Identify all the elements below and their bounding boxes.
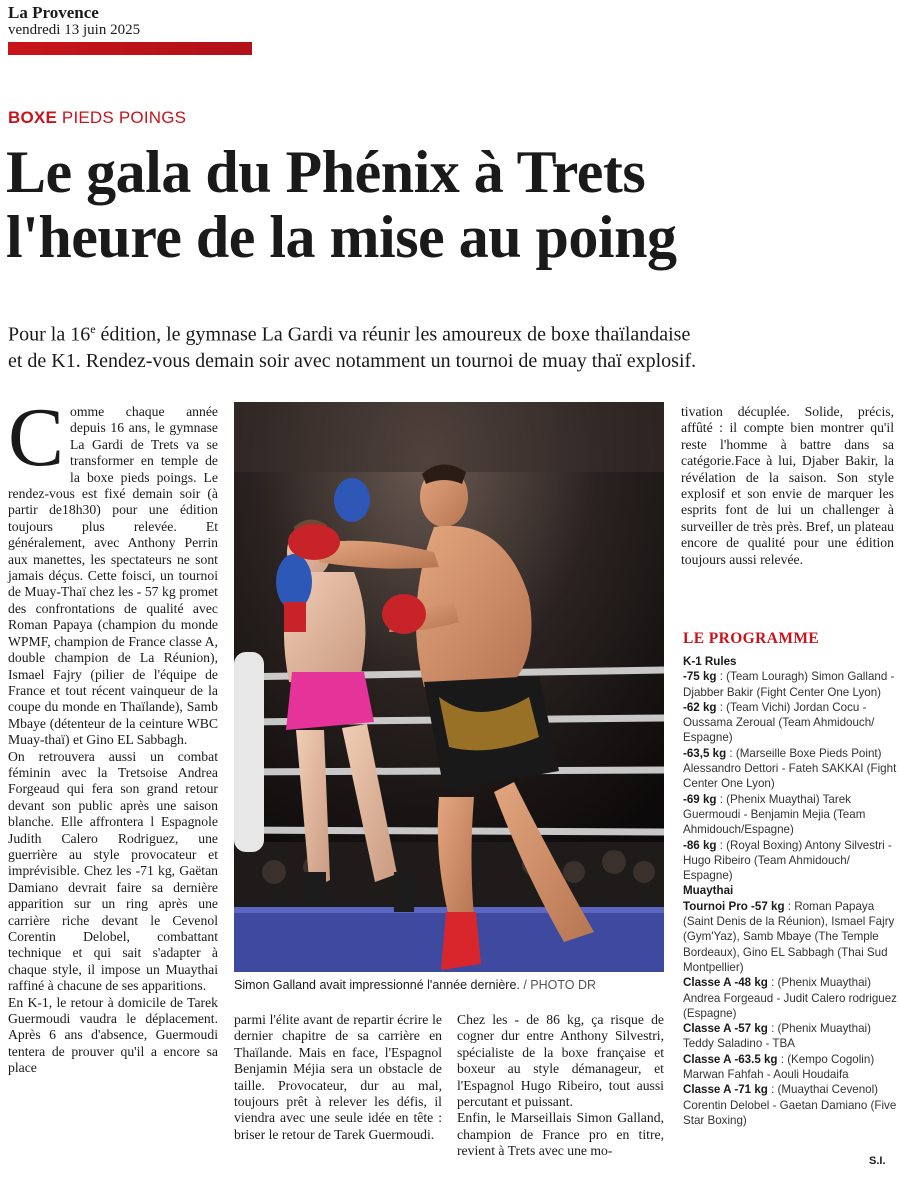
kicker-rest: PIEDS POINGS (61, 108, 187, 127)
paragraph-1 (8, 391, 218, 749)
programme-bout: Classe A -48 kg : (Phenix Muaythai) Andrea Forgeaud - Judit Calero rodriguez (Espagne) (683, 976, 897, 1020)
standfirst-sup: e (90, 322, 96, 336)
article-column-3 (457, 1012, 664, 1160)
photo-caption (234, 978, 664, 993)
standfirst-line-1 (8, 316, 893, 348)
article-column-2 (234, 1012, 442, 1143)
headline-line-2: l'heure de la mise au poing (6, 204, 677, 270)
boxing-photo-illustration (234, 402, 664, 972)
author-signature: S.I. (869, 1155, 886, 1167)
programme-bout: -86 kg : (Royal Boxing) Antony Silvestri - Hugo Ribeiro (Team Ahmidouch/ Espagne) (683, 838, 892, 883)
programme-box (683, 654, 897, 1128)
paragraph-1-text: omme chaque année depuis 16 ans, le gymnase La Gardi de Trets va se transformer en temple de la boxe pieds poings. Le rendez-vous est fixé demain soir (à partir de18h30) pour une édition toujours plus relevée. Et généralement, avec Anthony Perrin aux manettes, les spectateurs ne sont jamais déçus. Cette foisci, un tournoi de Muay-Thaï chez les - 57 kg promet des confrontations de qualité avec Roman Papaya (champion du monde WPMF, champion de France classe A, double champion de La Réunion), Ismael Fajry (pilier de l'équipe de France et tout récent vainqueur de la coupe du monde en Thaïlande), Samb Mbaye (détenteur de la ceinture WBC Muay-thaï) et Gino EL Sabbagh. (8, 404, 218, 748)
headline (6, 140, 896, 270)
standfirst-part-b: édition, le gymnase La Gardi va réunir les amoureux de boxe thaïlandaise (95, 323, 691, 346)
headline-line-1: Le gala du Phénix à Trets (6, 139, 646, 205)
publication-date: vendredi 13 juin 2025 (8, 22, 141, 38)
paragraph-4: parmi l'élite avant de repartir écrire le dernier chapitre de sa carrière en Thaïlande. Mais en face, l'Espagnol Benjamin Méjia sera un obstacle de taille. Provocateur, dur au mal, toujours prêt à relever les défis, il viendra avec une seule idée en tête : briser le retour de Tarek Guermoudi. (234, 1012, 442, 1142)
article-column-4 (681, 404, 894, 568)
programme-k1-title: K-1 Rules (683, 655, 737, 668)
programme-bout: Classe A -71 kg : (Muaythai Cevenol) Corentin Delobel - Gaetan Damiano (Five Star Boxing) (683, 1083, 897, 1127)
standfirst (8, 316, 893, 374)
programme-bout: Tournoi Pro -57 kg : Roman Papaya (Saint Denis de la Réunion), Ismael Fajry (Gym'Yaz), Samb Mbaye (The Temple Bordeaux), Gino EL Sabbagh (Thai Sud Montpellier) (683, 899, 895, 974)
caption-text: Simon Galland avait impressionné l'année dernière. (234, 978, 520, 992)
drop-cap: C (8, 391, 65, 484)
section-kicker (8, 108, 186, 128)
programme-bout: -69 kg : (Phenix Muaythai) Tarek Guermoudi - Benjamin Mejia (Team Ahmidouch/Espagne) (683, 792, 866, 837)
programme-bout: Classe A -57 kg : (Phenix Muaythai) Teddy Saladino - TBA (683, 1022, 871, 1051)
programme-title: LE PROGRAMME (683, 630, 820, 647)
paragraph-3: En K-1, le retour à domicile de Tarek Guermoudi vaudra le déplacement. Après 6 ans d'absence, Guermoudi tentera de prouver qu'il a encore sa place (8, 994, 218, 1076)
standfirst-part-a: Pour la 16 (8, 323, 91, 346)
photo-credit: / PHOTO DR (519, 978, 597, 992)
fight-photo (234, 402, 664, 972)
paragraph-7: tivation décuplée. Solide, précis, affûté : il compte bien montrer qu'il reste l'homme à battre dans sa catégorie.Face à lui, Djaber Bakir, la révélation de la saison. Son style explosif et son envie de marquer les esprits font de lui un challenger à surveiller de très près. Bref, un plateau encore de qualité pour une édition toujours aussi relevée. (681, 404, 894, 567)
newspaper-name: La Provence (8, 3, 99, 22)
programme-muaythai-title: Muaythai (683, 884, 734, 898)
programme-bout: -62 kg : (Team Vichi) Jordan Cocu - Oussama Zeroual (Team Ahmidouch/ Espagne) (683, 700, 875, 745)
masthead (8, 4, 140, 39)
paragraph-6: Enfin, le Marseillais Simon Galland, champion de France pro en titre, revient à Trets avec une mo- (457, 1110, 664, 1159)
programme-bout: Classe A -63.5 kg : (Kempo Cogolin) Marwan Fahfah - Aouli Houdaifa (683, 1052, 875, 1082)
kicker-main: BOXE (8, 108, 57, 127)
programme-bout: -75 kg : (Team Louragh) Simon Galland - Djabber Bakir (Fight Center One Lyon) (683, 670, 895, 699)
article-column-1 (8, 391, 218, 1077)
paragraph-5: Chez les - de 86 kg, ça risque de cogner dur entre Anthony Silvestri, spécialiste de la boxe française et boxeur au style démanageur, et l'Espagnol Hugo Ribeiro, tout aussi percutant et puissant. (457, 1012, 664, 1110)
paragraph-2: On retrouvera aussi un combat féminin avec la Tretsoise Andrea Forgeaud qui fera son grand retour devant son public après une saison blanche. Elle affrontera l Espagnole Judith Calero Rodriguez, une guerrière au style provocateur et imprévisible. Chez les -71 kg, Gaëtan Damiano devrait faire sa dernière apparition sur un ring après une carrière riche devant le Cevenol Corentin Delobel, combattant technique et qui sait s'adapter à chaque style, il impose un Muaythai raffiné à chacune de ses apparitions. (8, 748, 218, 994)
red-rule (8, 42, 252, 55)
programme-bout: -63,5 kg : (Marseille Boxe Pieds Point) Alessandro Dettori - Fateh SAKKAI (Fight Center One Lyon) (683, 746, 897, 791)
standfirst-line-2: et de K1. Rendez-vous demain soir avec notamment un tournoi de muay thaï explosif. (8, 349, 697, 372)
